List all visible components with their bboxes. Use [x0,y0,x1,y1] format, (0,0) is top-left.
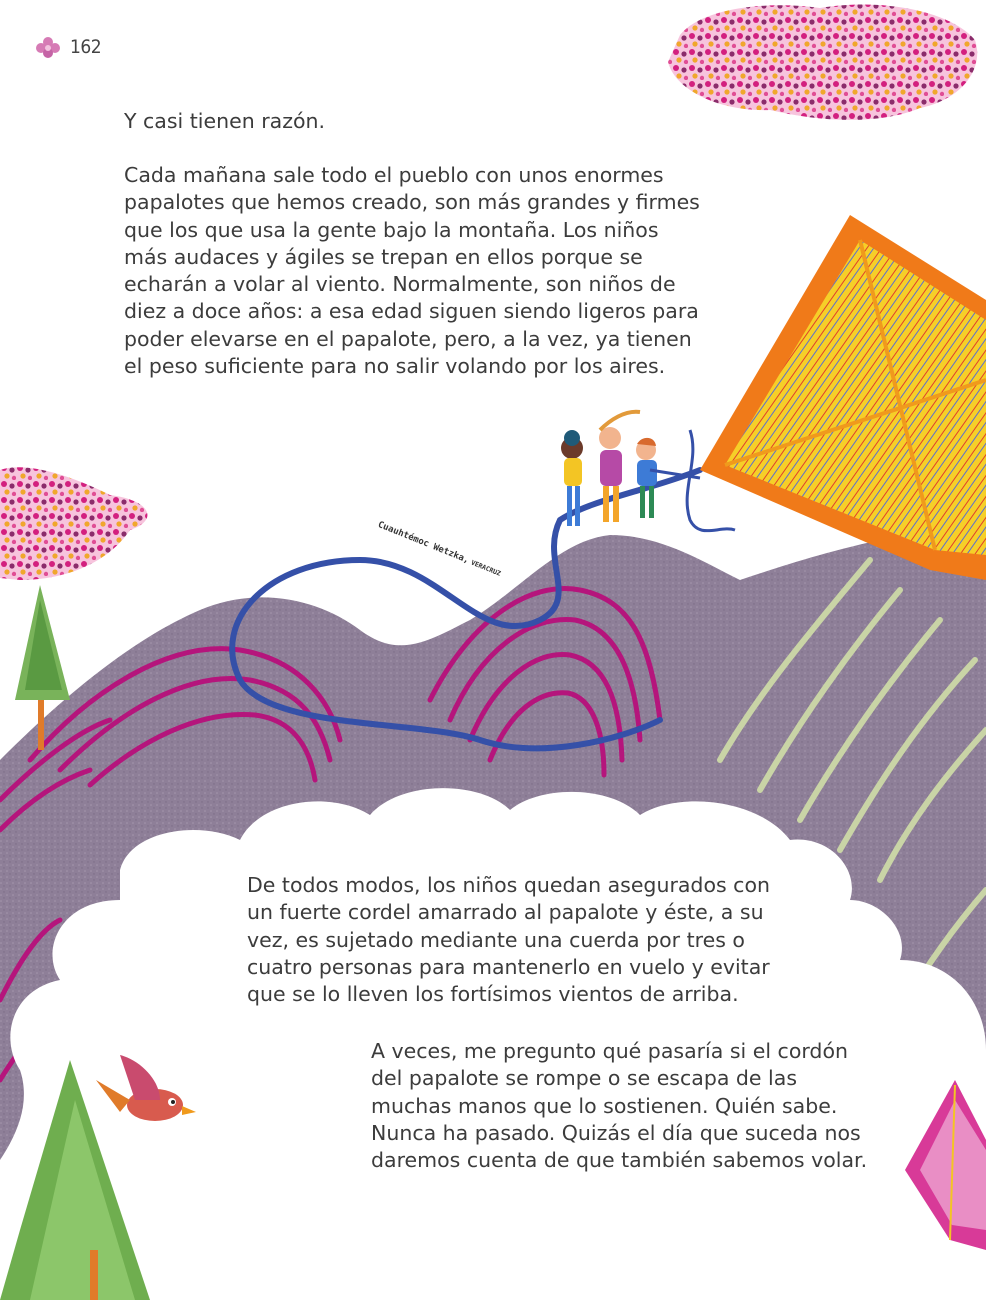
page-header [34,34,101,60]
paragraph-main: Cada mañana sale todo el pueblo con unos enormes papalotes que hemos creado, son más grandes y firmes que los que usa la gente bajo la montaña. Los niños más audaces y ágiles se trepan en ellos porque se echarán a volar al viento. Normalmente, son niños de diez a doce años: a esa edad siguen siendo ligeros para poder elevarse en el papalote, pero, a la vez, ya tienen el peso suficiente para no salir volando por los aires. [124,163,700,379]
flower-ornament-icon [34,34,62,60]
credit-region: VERACRUZ [469,558,502,578]
credit-author: Cuauhtémoc Wetzka, [376,520,471,566]
dotted-pink-cloud-top [668,5,977,120]
paragraph-cloud-2: A veces, me pregunto qué pasaría si el cordón del papalote se rompe o se escapa de las muchas manos que lo sostienen. Quién sabe. Nunca ha pasado. Quizás el día que suceda nos daremos cuenta de que también sabemos volar. [371,1039,868,1173]
paragraph-cloud-1: De todos modos, los niños quedan asegurados con un fuerte cordel amarrado al papalote y éste, a su vez, es sujetado mediante una cuerda por tres o cuatro personas para mantenerlo en vuelo y evitar que se lo lleven los fortísimos vientos de arriba. [247,873,770,1007]
paragraph-intro: Y casi tienen razón. [124,109,326,133]
page-number: 162 [70,36,102,58]
yellow-kite [687,215,986,580]
dotted-pink-cloud-left [0,467,147,580]
